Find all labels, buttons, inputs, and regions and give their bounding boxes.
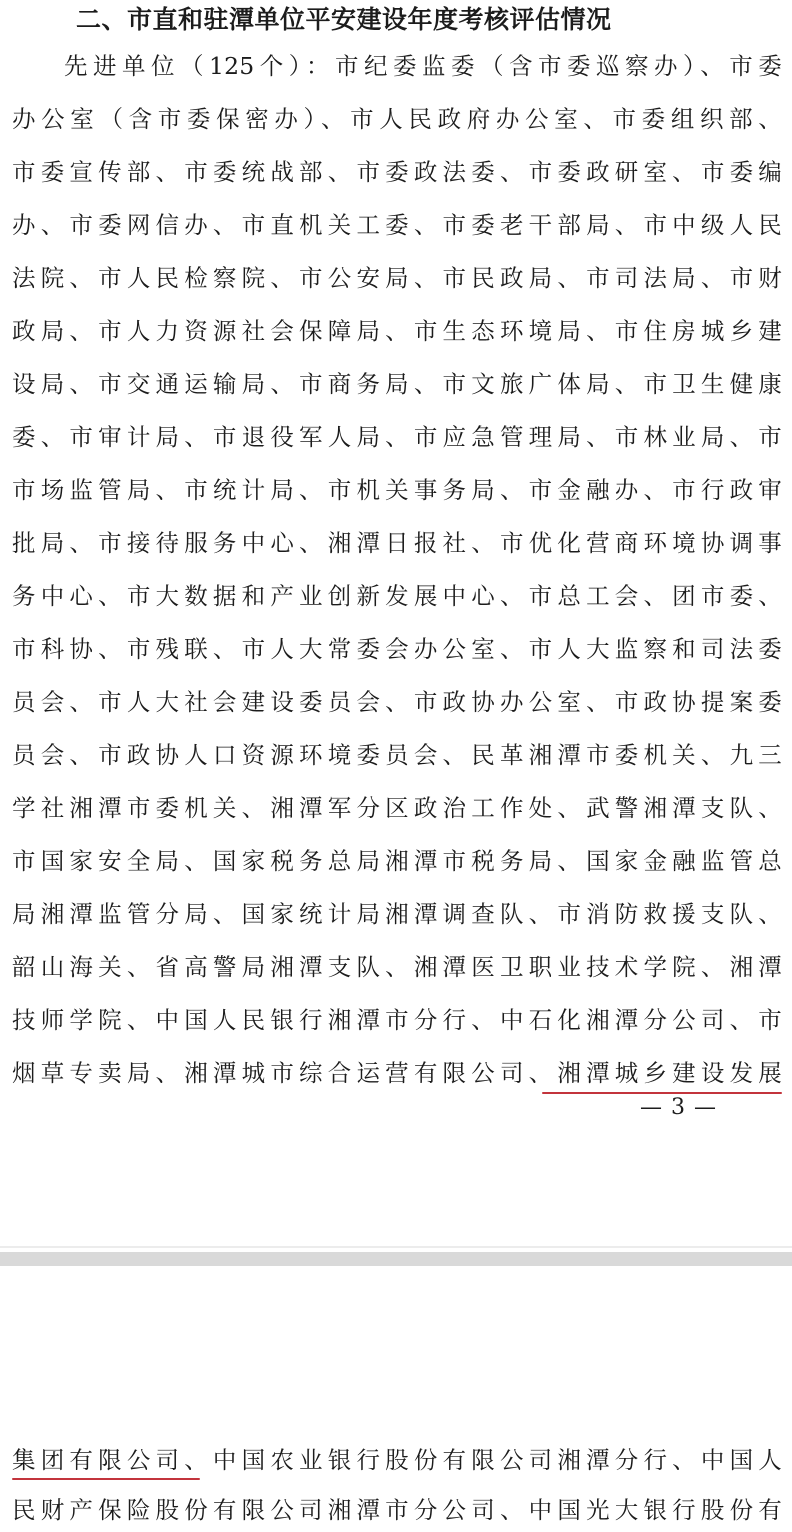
text-line: 员会、市政协人口资源环境委员会、民革湘潭市委机关、九三 xyxy=(12,741,782,769)
text-line: 民财产保险股份有限公司湘潭市分公司、中国光大银行股份有 xyxy=(12,1496,782,1524)
text-line: 先进单位（125个）：市纪委监委（含市委巡察办）、市委 xyxy=(64,52,782,80)
text-line: 批局、市接待服务中心、湘潭日报社、市优化营商环境协调事 xyxy=(12,529,782,557)
highlight-underline xyxy=(12,1478,200,1480)
text-line: 市科协、市残联、市人大常委会办公室、市人大监察和司法委 xyxy=(12,635,782,663)
text-line: 办公室（含市委保密办）、市人民政府办公室、市委组织部、 xyxy=(12,105,782,133)
text-line: 员会、市人大社会建设委员会、市政协办公室、市政协提案委 xyxy=(12,688,782,716)
text-line: 市委宣传部、市委统战部、市委政法委、市委政研室、市委编 xyxy=(12,158,782,186)
text-line: 韶山海关、省高警局湘潭支队、湘潭医卫职业技术学院、湘潭 xyxy=(12,953,782,981)
text-line: 务中心、市大数据和产业创新发展中心、市总工会、团市委、 xyxy=(12,582,782,610)
text-line: 法院、市人民检察院、市公安局、市民政局、市司法局、市财 xyxy=(12,264,782,292)
text-line: 学社湘潭市委机关、湘潭军分区政治工作处、武警湘潭支队、 xyxy=(12,794,782,822)
text-line: 烟草专卖局、湘潭城市综合运营有限公司、湘潭城乡建设发展 xyxy=(12,1059,782,1087)
text-line: 局湘潭监管分局、国家统计局湘潭调查队、市消防救援支队、 xyxy=(12,900,782,928)
page-number: — 3 — xyxy=(640,1095,717,1120)
section-heading: 二、市直和驻潭单位平安建设年度考核评估情况 xyxy=(76,5,612,34)
text-line: 政局、市人力资源社会保障局、市生态环境局、市住房城乡建 xyxy=(12,317,782,345)
text-line: 委、市审计局、市退役军人局、市应急管理局、市林业局、市 xyxy=(12,423,782,451)
page-edge xyxy=(0,1246,792,1248)
text-line: 市国家安全局、国家税务总局湘潭市税务局、国家金融监管总 xyxy=(12,847,782,875)
text-line: 市场监管局、市统计局、市机关事务局、市金融办、市行政审 xyxy=(12,476,782,504)
text-line: 集团有限公司、中国农业银行股份有限公司湘潭分行、中国人 xyxy=(12,1446,782,1474)
text-line: 设局、市交通运输局、市商务局、市文旅广体局、市卫生健康 xyxy=(12,370,782,398)
text-line: 技师学院、中国人民银行湘潭市分行、中石化湘潭分公司、市 xyxy=(12,1006,782,1034)
page-separator xyxy=(0,1252,792,1266)
text-line: 办、市委网信办、市直机关工委、市委老干部局、市中级人民 xyxy=(12,211,782,239)
document-page-2 xyxy=(0,1266,792,1532)
